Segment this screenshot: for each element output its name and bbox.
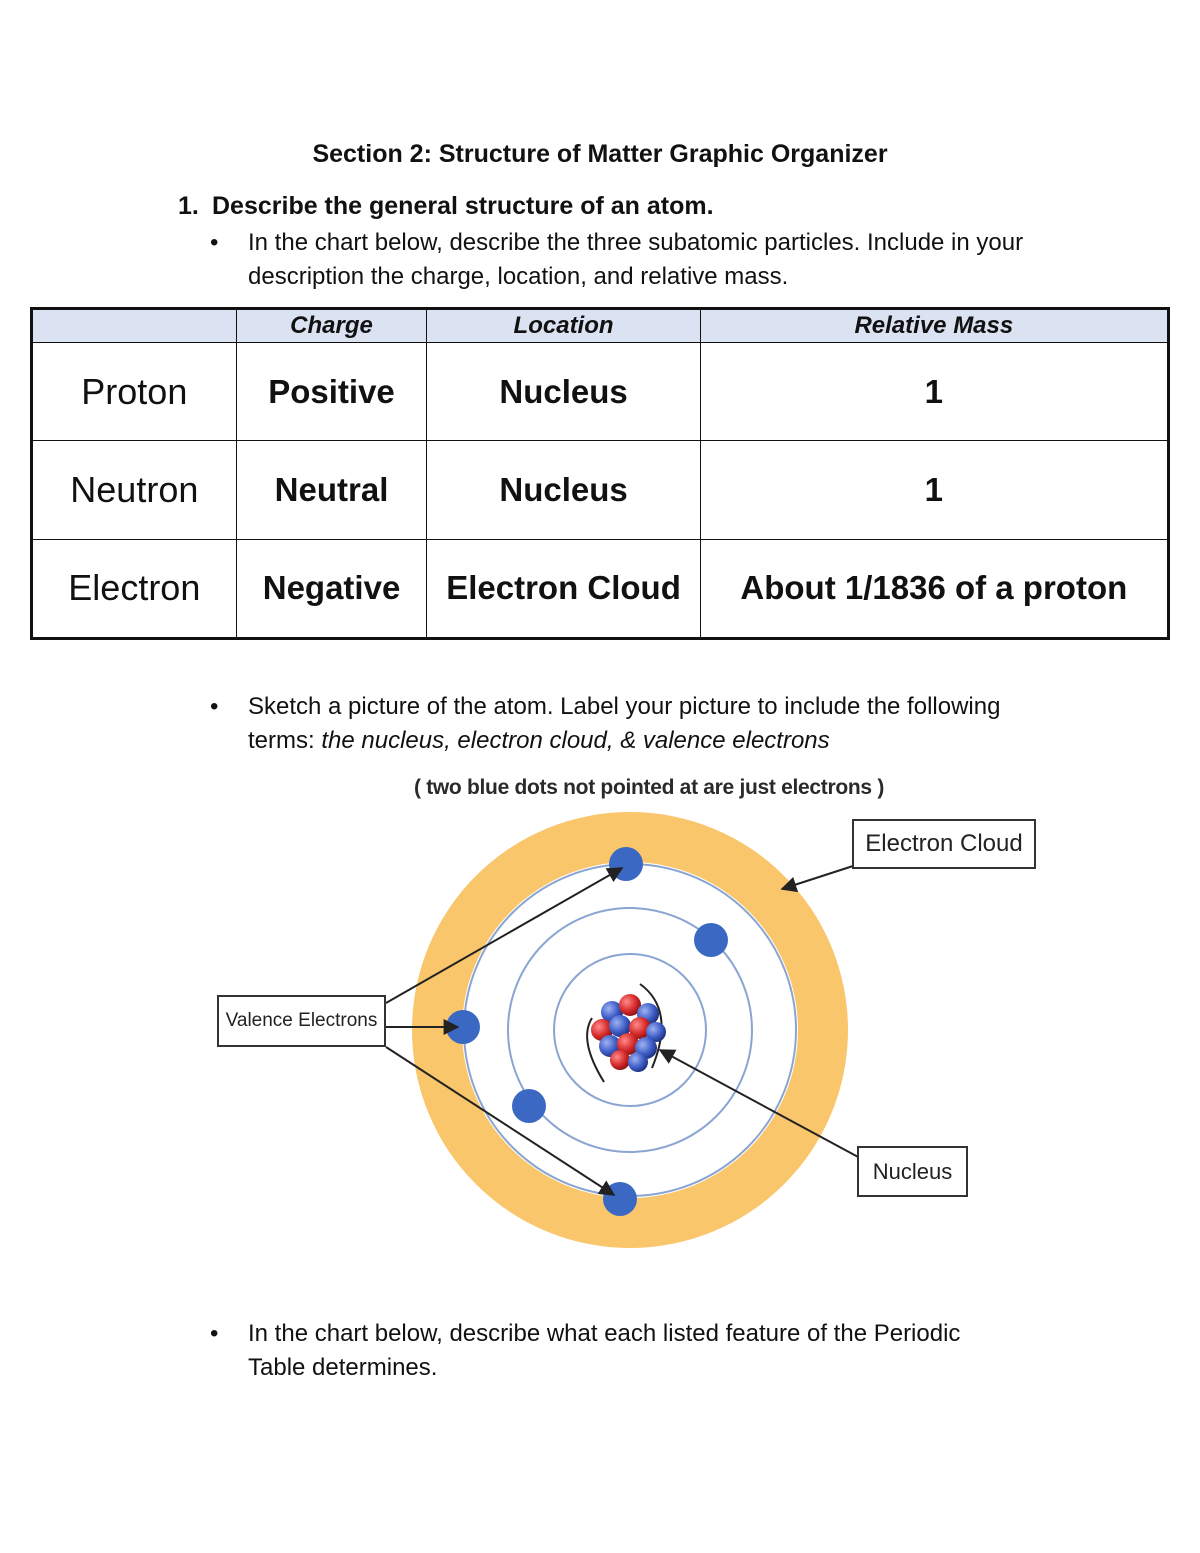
bullet-text: In the chart below, describe the three subatomic particles. Include in your description the charge, location, and relative mass.: [248, 229, 1024, 290]
valence-electron: [603, 1182, 637, 1216]
bullet-terms: the nucleus, electron cloud, & valence electrons: [321, 727, 830, 754]
page-title: Section 2: Structure of Matter Graphic Organizer: [312, 140, 888, 168]
particle-name: Electron: [32, 539, 237, 638]
bullet-marker: •: [210, 1320, 219, 1347]
question-number: 1.: [178, 192, 199, 220]
arrow-electron-cloud: [782, 866, 853, 889]
valence-electron: [609, 847, 643, 881]
header-charge: Charge: [236, 309, 427, 343]
label-electron-cloud: Electron Cloud: [852, 819, 1036, 869]
diagram-caption: ( two blue dots not pointed at are just electrons ): [413, 776, 885, 799]
bullet-marker: •: [210, 229, 219, 256]
electron: [694, 923, 728, 957]
location-cell: Nucleus: [427, 343, 700, 441]
header-location: Location: [427, 309, 700, 343]
location-cell: Nucleus: [427, 441, 700, 539]
mass-cell: 1: [700, 441, 1168, 539]
header-relative-mass: Relative Mass: [700, 309, 1168, 343]
bullet-marker: •: [210, 693, 219, 720]
bullet-text: In the chart below, describe what each listed feature of the Periodic Table determines.: [248, 1320, 961, 1381]
location-cell: Electron Cloud: [427, 539, 700, 638]
charge-cell: Neutral: [236, 441, 427, 539]
mass-cell: About 1/1836 of a proton: [700, 539, 1168, 638]
label-valence-electrons: Valence Electrons: [217, 995, 386, 1047]
charge-cell: Negative: [236, 539, 427, 638]
particle-name: Proton: [32, 343, 237, 441]
question-text: Describe the general structure of an atom.: [212, 192, 714, 220]
bullet-text: Sketch a picture of the atom. Label your picture to include the following terms:: [248, 693, 1001, 754]
label-nucleus: Nucleus: [857, 1146, 968, 1197]
charge-cell: Positive: [236, 343, 427, 441]
particle-name: Neutron: [32, 441, 237, 539]
electron: [512, 1089, 546, 1123]
mass-cell: 1: [700, 343, 1168, 441]
